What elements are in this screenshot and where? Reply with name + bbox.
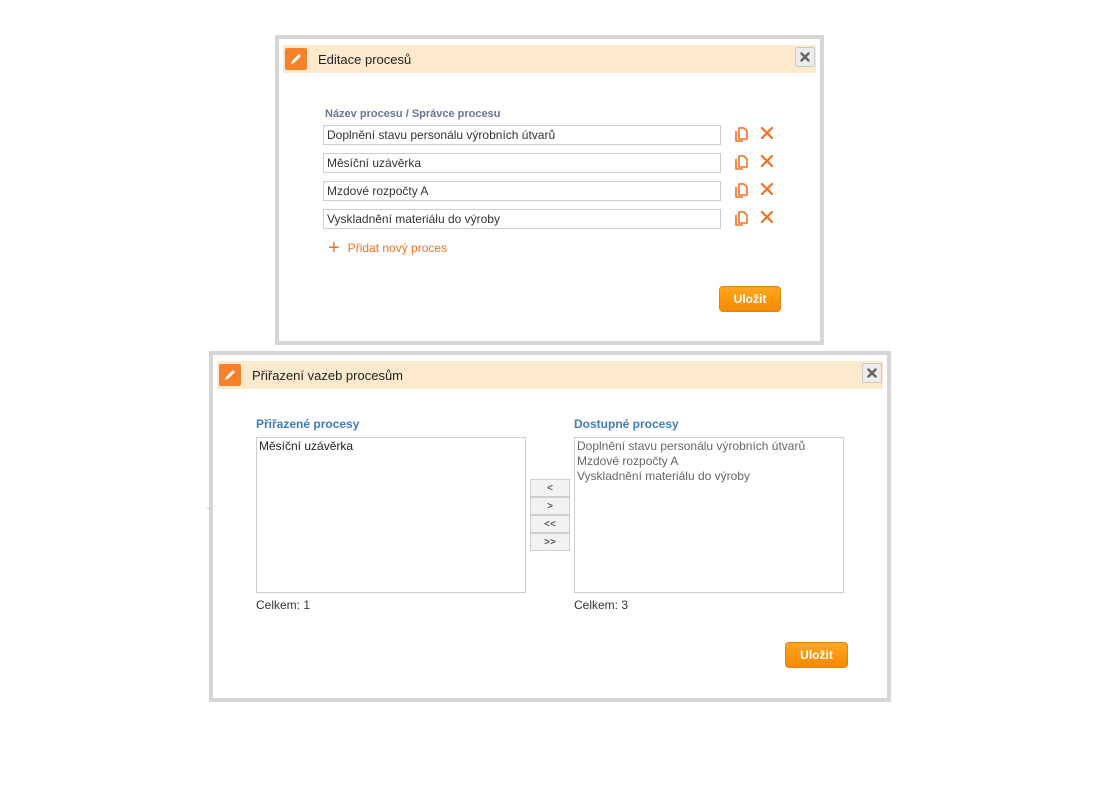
close-button[interactable]: [795, 47, 815, 67]
process-edit-dialog: [275, 35, 824, 345]
copy-icon[interactable]: [733, 182, 749, 198]
copy-icon[interactable]: [733, 154, 749, 170]
pencil-icon: [285, 48, 307, 70]
process-name-input[interactable]: [323, 209, 721, 229]
close-icon: [800, 52, 810, 62]
list-item[interactable]: Měsíční uzávěrka: [259, 439, 354, 453]
assigned-processes-title: Přiřazené procesy: [256, 417, 360, 431]
copy-icon[interactable]: [733, 126, 749, 142]
process-name-input[interactable]: [323, 181, 721, 201]
save-button[interactable]: Uložit: [785, 642, 848, 668]
close-icon: [867, 368, 877, 378]
add-process-label: Přidat nový proces: [347, 241, 448, 255]
column-header: Název procesu / Správce procesu: [325, 108, 501, 120]
list-item[interactable]: Vyskladnění materiálu do výroby: [577, 469, 750, 483]
process-row: [323, 125, 793, 147]
delete-icon[interactable]: [760, 126, 774, 140]
list-item[interactable]: Doplnění stavu personálu výrobních útvarů: [577, 439, 806, 453]
pencil-icon: [219, 364, 241, 386]
move-all-left-button[interactable]: <<: [530, 515, 570, 533]
plus-icon: +: [328, 237, 340, 259]
assigned-count: Celkem: 1: [256, 598, 311, 612]
process-name-input[interactable]: [323, 153, 721, 173]
copy-icon[interactable]: [733, 210, 749, 226]
delete-icon[interactable]: [760, 210, 774, 224]
divider-tick: [207, 508, 211, 509]
move-all-right-button[interactable]: >>: [530, 533, 570, 551]
process-row: [323, 209, 793, 231]
save-button[interactable]: Uložit: [719, 286, 781, 312]
delete-icon[interactable]: [760, 154, 774, 168]
dialog-title: Editace procesů: [318, 52, 412, 67]
assigned-processes-list[interactable]: [256, 437, 526, 593]
available-processes-title: Dostupné procesy: [574, 417, 679, 431]
available-count: Celkem: 3: [574, 598, 629, 612]
delete-icon[interactable]: [760, 182, 774, 196]
dialog-title: Přiřazení vazeb procesům: [252, 368, 404, 383]
process-row: [323, 153, 793, 175]
dialog-titlebar: [283, 45, 816, 73]
move-right-button[interactable]: >: [530, 497, 570, 515]
dialog-titlebar: [217, 361, 883, 389]
list-item[interactable]: Mzdové rozpočty A: [577, 454, 679, 468]
process-name-input[interactable]: [323, 125, 721, 145]
process-assignment-dialog: [209, 351, 891, 702]
available-processes-list[interactable]: [574, 437, 844, 593]
move-left-button[interactable]: <: [530, 479, 570, 497]
process-row: [323, 181, 793, 203]
add-process-link[interactable]: [328, 237, 448, 259]
close-button[interactable]: [862, 363, 882, 383]
